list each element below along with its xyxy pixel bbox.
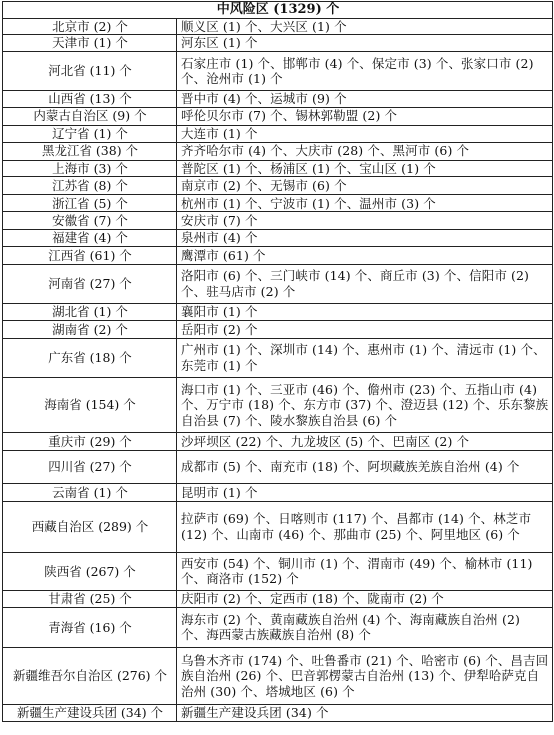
cities-cell: 昆明市 (1) 个 xyxy=(177,483,553,501)
province-cell: 安徽省 (7) 个 xyxy=(3,212,177,230)
cities-cell: 广州市 (1) 个、深圳市 (14) 个、惠州市 (1) 个、清远市 (1) 个、东莞市 (1) 个 xyxy=(177,338,553,377)
cities-cell: 西安市 (54) 个、铜川市 (1) 个、渭南市 (49) 个、榆林市 (11) 个、商洛市 (152) 个 xyxy=(177,552,553,590)
table-row xyxy=(3,18,553,35)
province-cell: 海南省 (154) 个 xyxy=(3,377,177,432)
province-cell: 西藏自治区 (289) 个 xyxy=(3,501,177,552)
province-cell: 云南省 (1) 个 xyxy=(3,483,177,501)
province-cell: 湖南省 (2) 个 xyxy=(3,320,177,338)
table-row xyxy=(3,125,553,142)
table-row xyxy=(3,160,553,177)
province-cell: 北京市 (2) 个 xyxy=(3,18,177,35)
cities-cell: 泉州市 (4) 个 xyxy=(177,230,553,247)
cities-cell: 呼伦贝尔市 (7) 个、锡林郭勒盟 (2) 个 xyxy=(177,107,553,125)
cities-cell: 拉萨市 (69) 个、日喀则市 (117) 个、昌都市 (14) 个、林芝市 (12) 个、山南市 (46) 个、那曲市 (25) 个、阿里地区 (6) 个 xyxy=(177,501,553,552)
table-row xyxy=(3,246,553,264)
table-row xyxy=(3,552,553,590)
table-title: 中风险区 (1329) 个 xyxy=(3,2,553,19)
province-cell: 新疆维吾尔自治区 (276) 个 xyxy=(3,647,177,704)
table-row xyxy=(3,704,553,721)
table-row xyxy=(3,212,553,230)
table-row xyxy=(3,607,553,647)
cities-cell: 海东市 (2) 个、黄南藏族自治州 (4) 个、海南藏族自治州 (2) 个、海西蒙古族藏族自治州 (8) 个 xyxy=(177,607,553,647)
province-cell: 河南省 (27) 个 xyxy=(3,264,177,303)
province-cell: 山西省 (13) 个 xyxy=(3,91,177,108)
table-row xyxy=(3,177,553,195)
table-row xyxy=(3,52,553,91)
cities-cell: 安庆市 (7) 个 xyxy=(177,212,553,230)
cities-cell: 河东区 (1) 个 xyxy=(177,35,553,52)
risk-table-container xyxy=(2,1,552,722)
province-cell: 重庆市 (29) 个 xyxy=(3,432,177,450)
table-row xyxy=(3,338,553,377)
cities-cell: 襄阳市 (1) 个 xyxy=(177,303,553,320)
table-row xyxy=(3,195,553,212)
table-body xyxy=(3,18,553,721)
cities-cell: 晋中市 (4) 个、运城市 (9) 个 xyxy=(177,91,553,108)
cities-cell: 岳阳市 (2) 个 xyxy=(177,320,553,338)
province-cell: 陕西省 (267) 个 xyxy=(3,552,177,590)
table-row xyxy=(3,303,553,320)
province-cell: 内蒙古自治区 (9) 个 xyxy=(3,107,177,125)
province-cell: 四川省 (27) 个 xyxy=(3,450,177,483)
province-cell: 青海省 (16) 个 xyxy=(3,607,177,647)
cities-cell: 乌鲁木齐市 (174) 个、吐鲁番市 (21) 个、哈密市 (6) 个、昌吉回族自治州 (26) 个、巴音郭楞蒙古自治州 (13) 个、伊犁哈萨克自治州 (30) 个、塔城地区 (6) 个 xyxy=(177,647,553,704)
cities-cell: 沙坪坝区 (22) 个、九龙坡区 (5) 个、巴南区 (2) 个 xyxy=(177,432,553,450)
cities-cell: 洛阳市 (6) 个、三门峡市 (14) 个、商丘市 (3) 个、信阳市 (2) 个、驻马店市 (2) 个 xyxy=(177,264,553,303)
province-cell: 新疆生产建设兵团 (34) 个 xyxy=(3,704,177,721)
table-row xyxy=(3,35,553,52)
province-cell: 辽宁省 (1) 个 xyxy=(3,125,177,142)
province-cell: 广东省 (18) 个 xyxy=(3,338,177,377)
province-cell: 上海市 (3) 个 xyxy=(3,160,177,177)
table-row xyxy=(3,91,553,108)
cities-cell: 成都市 (5) 个、南充市 (18) 个、阿坝藏族羌族自治州 (4) 个 xyxy=(177,450,553,483)
table-row xyxy=(3,647,553,704)
cities-cell: 杭州市 (1) 个、宁波市 (1) 个、温州市 (3) 个 xyxy=(177,195,553,212)
province-cell: 天津市 (1) 个 xyxy=(3,35,177,52)
table-row xyxy=(3,107,553,125)
cities-cell: 石家庄市 (1) 个、邯郸市 (4) 个、保定市 (3) 个、张家口市 (2) 个、沧州市 (1) 个 xyxy=(177,52,553,91)
province-cell: 福建省 (4) 个 xyxy=(3,230,177,247)
table-row xyxy=(3,450,553,483)
table-row xyxy=(3,142,553,160)
table-row xyxy=(3,501,553,552)
cities-cell: 南京市 (2) 个、无锡市 (6) 个 xyxy=(177,177,553,195)
cities-cell: 鹰潭市 (61) 个 xyxy=(177,246,553,264)
cities-cell: 大连市 (1) 个 xyxy=(177,125,553,142)
cities-cell: 顺义区 (1) 个、大兴区 (1) 个 xyxy=(177,18,553,35)
table-row xyxy=(3,377,553,432)
table-row xyxy=(3,590,553,607)
cities-cell: 齐齐哈尔市 (4) 个、大庆市 (28) 个、黑河市 (6) 个 xyxy=(177,142,553,160)
cities-cell: 新疆生产建设兵团 (34) 个 xyxy=(177,704,553,721)
cities-cell: 普陀区 (1) 个、杨浦区 (1) 个、宝山区 (1) 个 xyxy=(177,160,553,177)
table-row xyxy=(3,230,553,247)
cities-cell: 海口市 (1) 个、三亚市 (46) 个、儋州市 (23) 个、五指山市 (4) 个、万宁市 (18) 个、东方市 (37) 个、澄迈县 (12) 个、乐东黎族自治县 (7) 个、陵水黎族自治县 (6) 个 xyxy=(177,377,553,432)
province-cell: 黑龙江省 (38) 个 xyxy=(3,142,177,160)
province-cell: 甘肃省 (25) 个 xyxy=(3,590,177,607)
table-row xyxy=(3,320,553,338)
table-row xyxy=(3,264,553,303)
medium-risk-table xyxy=(2,1,553,722)
province-cell: 江西省 (61) 个 xyxy=(3,246,177,264)
cities-cell: 庆阳市 (2) 个、定西市 (18) 个、陇南市 (2) 个 xyxy=(177,590,553,607)
table-header-row xyxy=(3,2,553,19)
table-row xyxy=(3,483,553,501)
province-cell: 江苏省 (8) 个 xyxy=(3,177,177,195)
province-cell: 河北省 (11) 个 xyxy=(3,52,177,91)
province-cell: 湖北省 (1) 个 xyxy=(3,303,177,320)
table-row xyxy=(3,432,553,450)
province-cell: 浙江省 (5) 个 xyxy=(3,195,177,212)
